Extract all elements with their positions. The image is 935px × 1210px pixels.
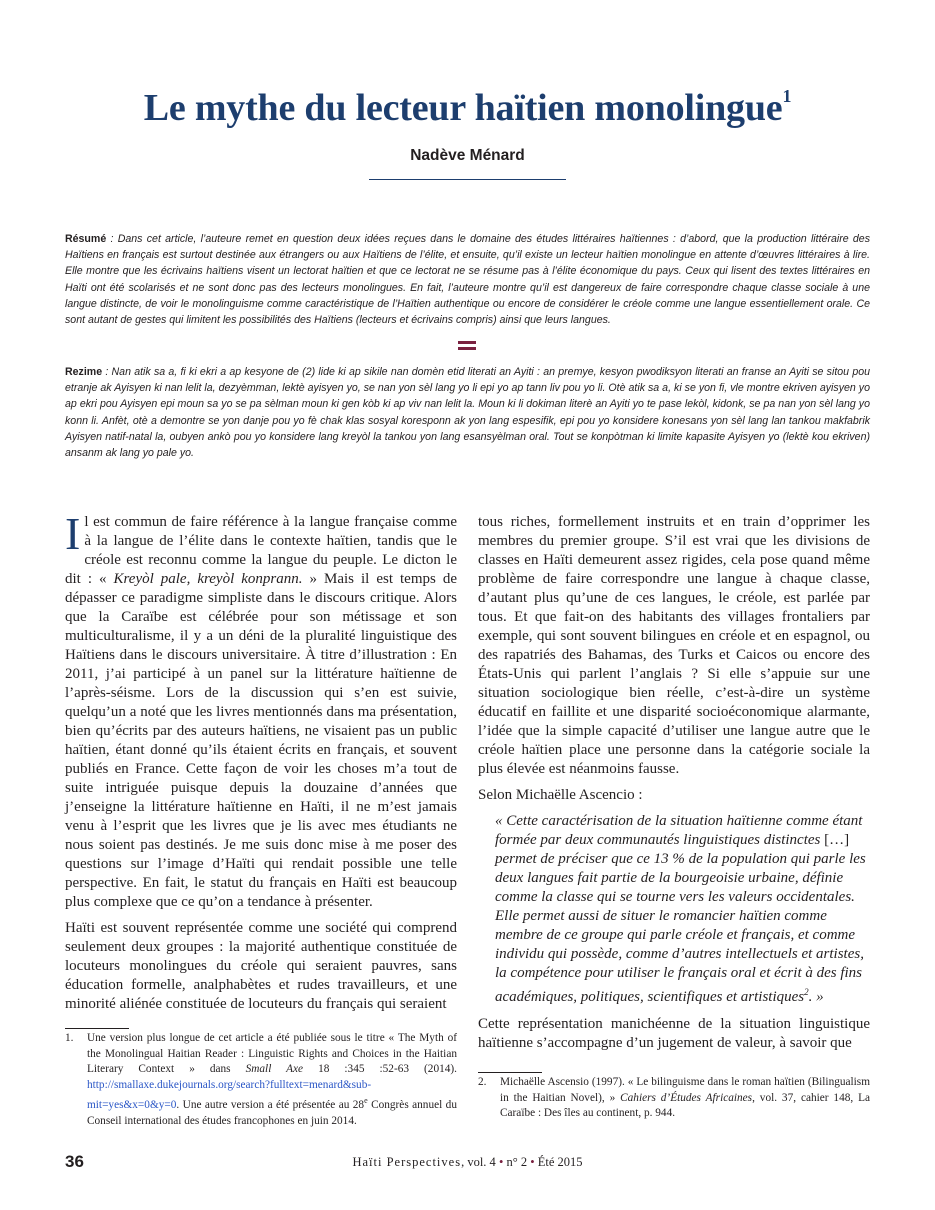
footnote-segment: , vol. 37, cahier 148, La Caraïbe : Des îles au continent, p. 944. — [500, 1091, 870, 1120]
rezime-text: : Nan atik sa a, fi ki ekri a ap kesyone de (2) lide ki ap sikile nan domèn etid literati an Ayiti : an premye, kesyon pwodiksyon literati an franse an Ayiti se sitou pou etranje ak Ayisyen ki nan lelit la, dezyèmman, lektè ayisyen yo, se nan yon sèl lang yo li epi yo ap tann liv pou yo li. Otè atik sa a, ki se yon fi, vle montre ekriven ayisyen yo ap ekri pou Ayisyen epi moun sa yo se pa sèlman moun ki gen kòb ki ap viv nan lelit la. Moun ki li dokiman literè an Ayiti yo te pase lekòl, kidonk, se pa nan yon sèl lang yo konn li. Anfèt, otè a demontre se yon danje pou yo fè chak klas sosyal koresponn ak yon lang espesifik, epi pou yo konsidere konesans yon sèl lang lan tankou makfabrik Ayisyen natif-natal la, oubyen ankò pou yo konsidere lang kreyòl la tankou yon lang esansyèlman oral. Tout se konpòtman ki limite kapasite Ayisyen yo (lektè kou ekriven) ansanm ak lang yo pale yo. — [65, 366, 870, 460]
author-name: Nadève Ménard — [410, 147, 525, 164]
footnote-segment: Congrès annuel du Conseil international des études francophones en juin 2014. — [87, 1099, 457, 1127]
paragraph-text: » Mais il est temps de dépasser ce paradigme simpliste dans le discours critique. Alors que la Caraïbe est célébrée pour son métissage et son multiculturalisme, il y a un déni de la pluralité linguistique des Haïtiens dans le discours universitaire. À titre d’illustration : En 2011, j’ai participé à un panel sur la littérature haïtienne de l’après-séisme. Lors de la discussion qui s’en est suivie, quelqu’un a noté que les livres mentionnés dans ma présentation, bien qu’écrits par des auteurs haïtiens, ne visaient pas un public haïtien, étant donné qu’ils étaient écrits en français, et souvent publiés en France. Cette façon de voir les choses m’a tout de suite intriguée puisque depuis la douzaine d’années que j’enseigne la littérature haïtienne en Haïti, il ne m’est jamais venu à l’esprit que les livres que je lis avec mes étudiants ne nous soient pas destinés. Je me suis donc mise à me poser des questions sur l’image d’Haïti qui rendait possible une telle perspective. En fait, le statut du français en Haïti est beaucoup plus complexe que ce qu’on a tendance à présenter. — [65, 571, 457, 910]
footnote-link[interactable]: http://smallaxe.dukejournals.org/search?fulltext=menard&sub-mit=yes&x=0&y=0 — [87, 1078, 372, 1112]
footnote-segment: Une version plus longue de cet article a été publiée sous le titre « The Myth of the Monolingual Haitian Reader : Linguistic Rights and Choices in the Haitian Literary Context » dans — [87, 1032, 457, 1076]
body-column-right — [478, 513, 870, 1060]
body-paragraph: Haïti est souvent représentée comme une société qui comprend seulement deux groupes : la majorité authentique constituée de locuteurs monolingues du créole qui seraient pauvres, sans éducation formelle, analphabètes et rudes travailleurs, et une minorité aliénée constituée de locuteurs du français qui seraient — [65, 920, 457, 1012]
resume-abstract — [65, 231, 870, 328]
footnote-1 — [65, 1031, 457, 1129]
title-footnote-ref[interactable]: 1 — [782, 86, 792, 107]
body-paragraph: Cette représentation manichéenne de la situation linguistique haïtienne s’accompagne d’un jugement de valeur, à savoir que — [478, 1016, 870, 1051]
page-number: 36 — [65, 1152, 84, 1171]
quote-ellipsis: […] — [824, 832, 850, 848]
section-divider-icon — [458, 341, 476, 356]
drop-cap: I — [65, 508, 81, 559]
journal-name: Haïti Perspectives — [352, 1155, 462, 1169]
footnote-segment: . Une autre version a été présentée au 28 — [176, 1099, 365, 1112]
proverb-quote: Kreyòl pale, kreyòl konprann. — [113, 571, 303, 587]
rezime-label: Rezime — [65, 366, 103, 378]
body-paragraph: tous riches, formellement instruits et en train d’opprimer les membres du premier groupe. S’il est vrai que les divisions de classes en Haïti demeurent assez rigides, cela pose quand même problème de faire correspondre une langue à chaque classe, d’autant plus qu’une de ces langues, le créole, est parlée par tous. Et que fait-on des habitants des villages frontaliers par exemple, qui sont souvent bilingues en créole et en espagnol, ou des rapatriés des Bahamas, des Turks et Caicos ou encore des États-Unis qui parlent l’anglais ? Si elle s’appuie sur une situation sociologique bien réelle, c’est-à-dire un système éducatif en faillite et une disparité socioéconomique alarmante, l’idée que la simple capacité d’utiliser une langue autre que le créole haïtien place une personne dans la catégorie sociale la plus élevée est néanmoins fausse. — [478, 514, 870, 777]
rezime-abstract — [65, 364, 870, 461]
title-text: Le mythe du lecteur haïtien monolingue — [143, 87, 783, 129]
footnote-rule-left — [65, 1028, 129, 1029]
footnote-number: 1. — [65, 1032, 74, 1044]
article-title — [0, 86, 935, 130]
footnote-text — [87, 1031, 457, 1129]
footer-issue: n° 2 — [503, 1155, 531, 1169]
footnote-journal: Small Axe — [245, 1063, 304, 1076]
body-column-left — [65, 508, 457, 1021]
footer-season: Été 2015 — [534, 1155, 583, 1169]
footer-volume: , vol. 4 — [461, 1155, 499, 1169]
body-paragraph: Selon Michaëlle Ascencio : — [478, 787, 643, 803]
footnote-journal: Cahiers d’Études Africaines — [620, 1091, 753, 1104]
footnote-segment: 18 :345 :52-63 (2014). — [303, 1063, 457, 1076]
bullet-separator: • — [498, 1155, 504, 1169]
quote-text: permet de préciser que ce 13 % de la population qui parle les deux langues fait partie de la bourgeoisie urbaine, définie comme la classe qui se tourne vers les valeurs occidentales. Elle permet aussi de situer le romancier haïtien comme membre de ce groupe qui parle créole et français, et comme individu qui possède, comme d’autres intellectuels et artistes, la compétence pour utiliser le français oral et écrit à des fins académiques, politiques, scientifiques et artistiques — [495, 851, 866, 1005]
body-paragraph — [65, 508, 457, 912]
footnote-segment: Michaëlle Ascensio (1997). « Le bilinguisme dans le roman haïtien (Bilingualism in the Haitian Novel), » — [500, 1076, 870, 1104]
resume-text: : Dans cet article, l’auteure remet en question deux idées reçues dans le domaine des études littéraires haïtiennes : d’abord, que la production littéraire des Haïtiens en français est surtout destinée aux étrangers ou aux Haïtiens de l’élite, et ensuite, qu’il existe un lecteur haïtien monolingue en attente d’œuvres littéraires à lire. Elle montre que les écrivains haïtiens visent un lectorat haïtien et que ce lectorat ne se résume pas à l’élite économique du pays. Ceux qui lisent des textes littéraires en Haïti ont été scolarisés et ne sont donc pas des lecteurs monolingues. En fait, l’auteure montre qu’il est dangereux de faire correspondre chaque classe sociale à une langue distincte, de voir le monolinguisme comme caractéristique de l’Haïtien authentique ou encore de considérer le créole comme une langue essentiellement orale. Ce sont autant de gestes qui limitent les possibilités des Haïtiens (lecteurs et écrivains compris) ainsi que leurs langues. — [65, 233, 870, 327]
running-footer — [0, 1155, 935, 1170]
paragraph-text: l est commun de faire référence à la langue française comme à la langue de l’élite dans le contexte haïtien, tandis que le créole est reconnu comme la langue du peuple. Le dicton le dit : « — [65, 514, 457, 587]
quote-text: . » — [808, 989, 824, 1005]
footnote-number: 2. — [478, 1076, 487, 1088]
footnote-rule-right — [478, 1072, 542, 1073]
ordinal-suffix: e — [364, 1096, 368, 1106]
author-divider — [369, 179, 566, 180]
bullet-separator: • — [530, 1155, 535, 1169]
footnote-2 — [478, 1075, 870, 1122]
block-quote — [495, 812, 870, 1007]
footnote-text — [500, 1075, 870, 1122]
resume-label: Résumé — [65, 233, 107, 245]
quote-footnote-ref[interactable]: 2 — [804, 987, 809, 997]
quote-text: « Cette caractérisation de la situation haïtienne comme étant formée par deux communautés linguistiques distinctes — [495, 813, 863, 848]
